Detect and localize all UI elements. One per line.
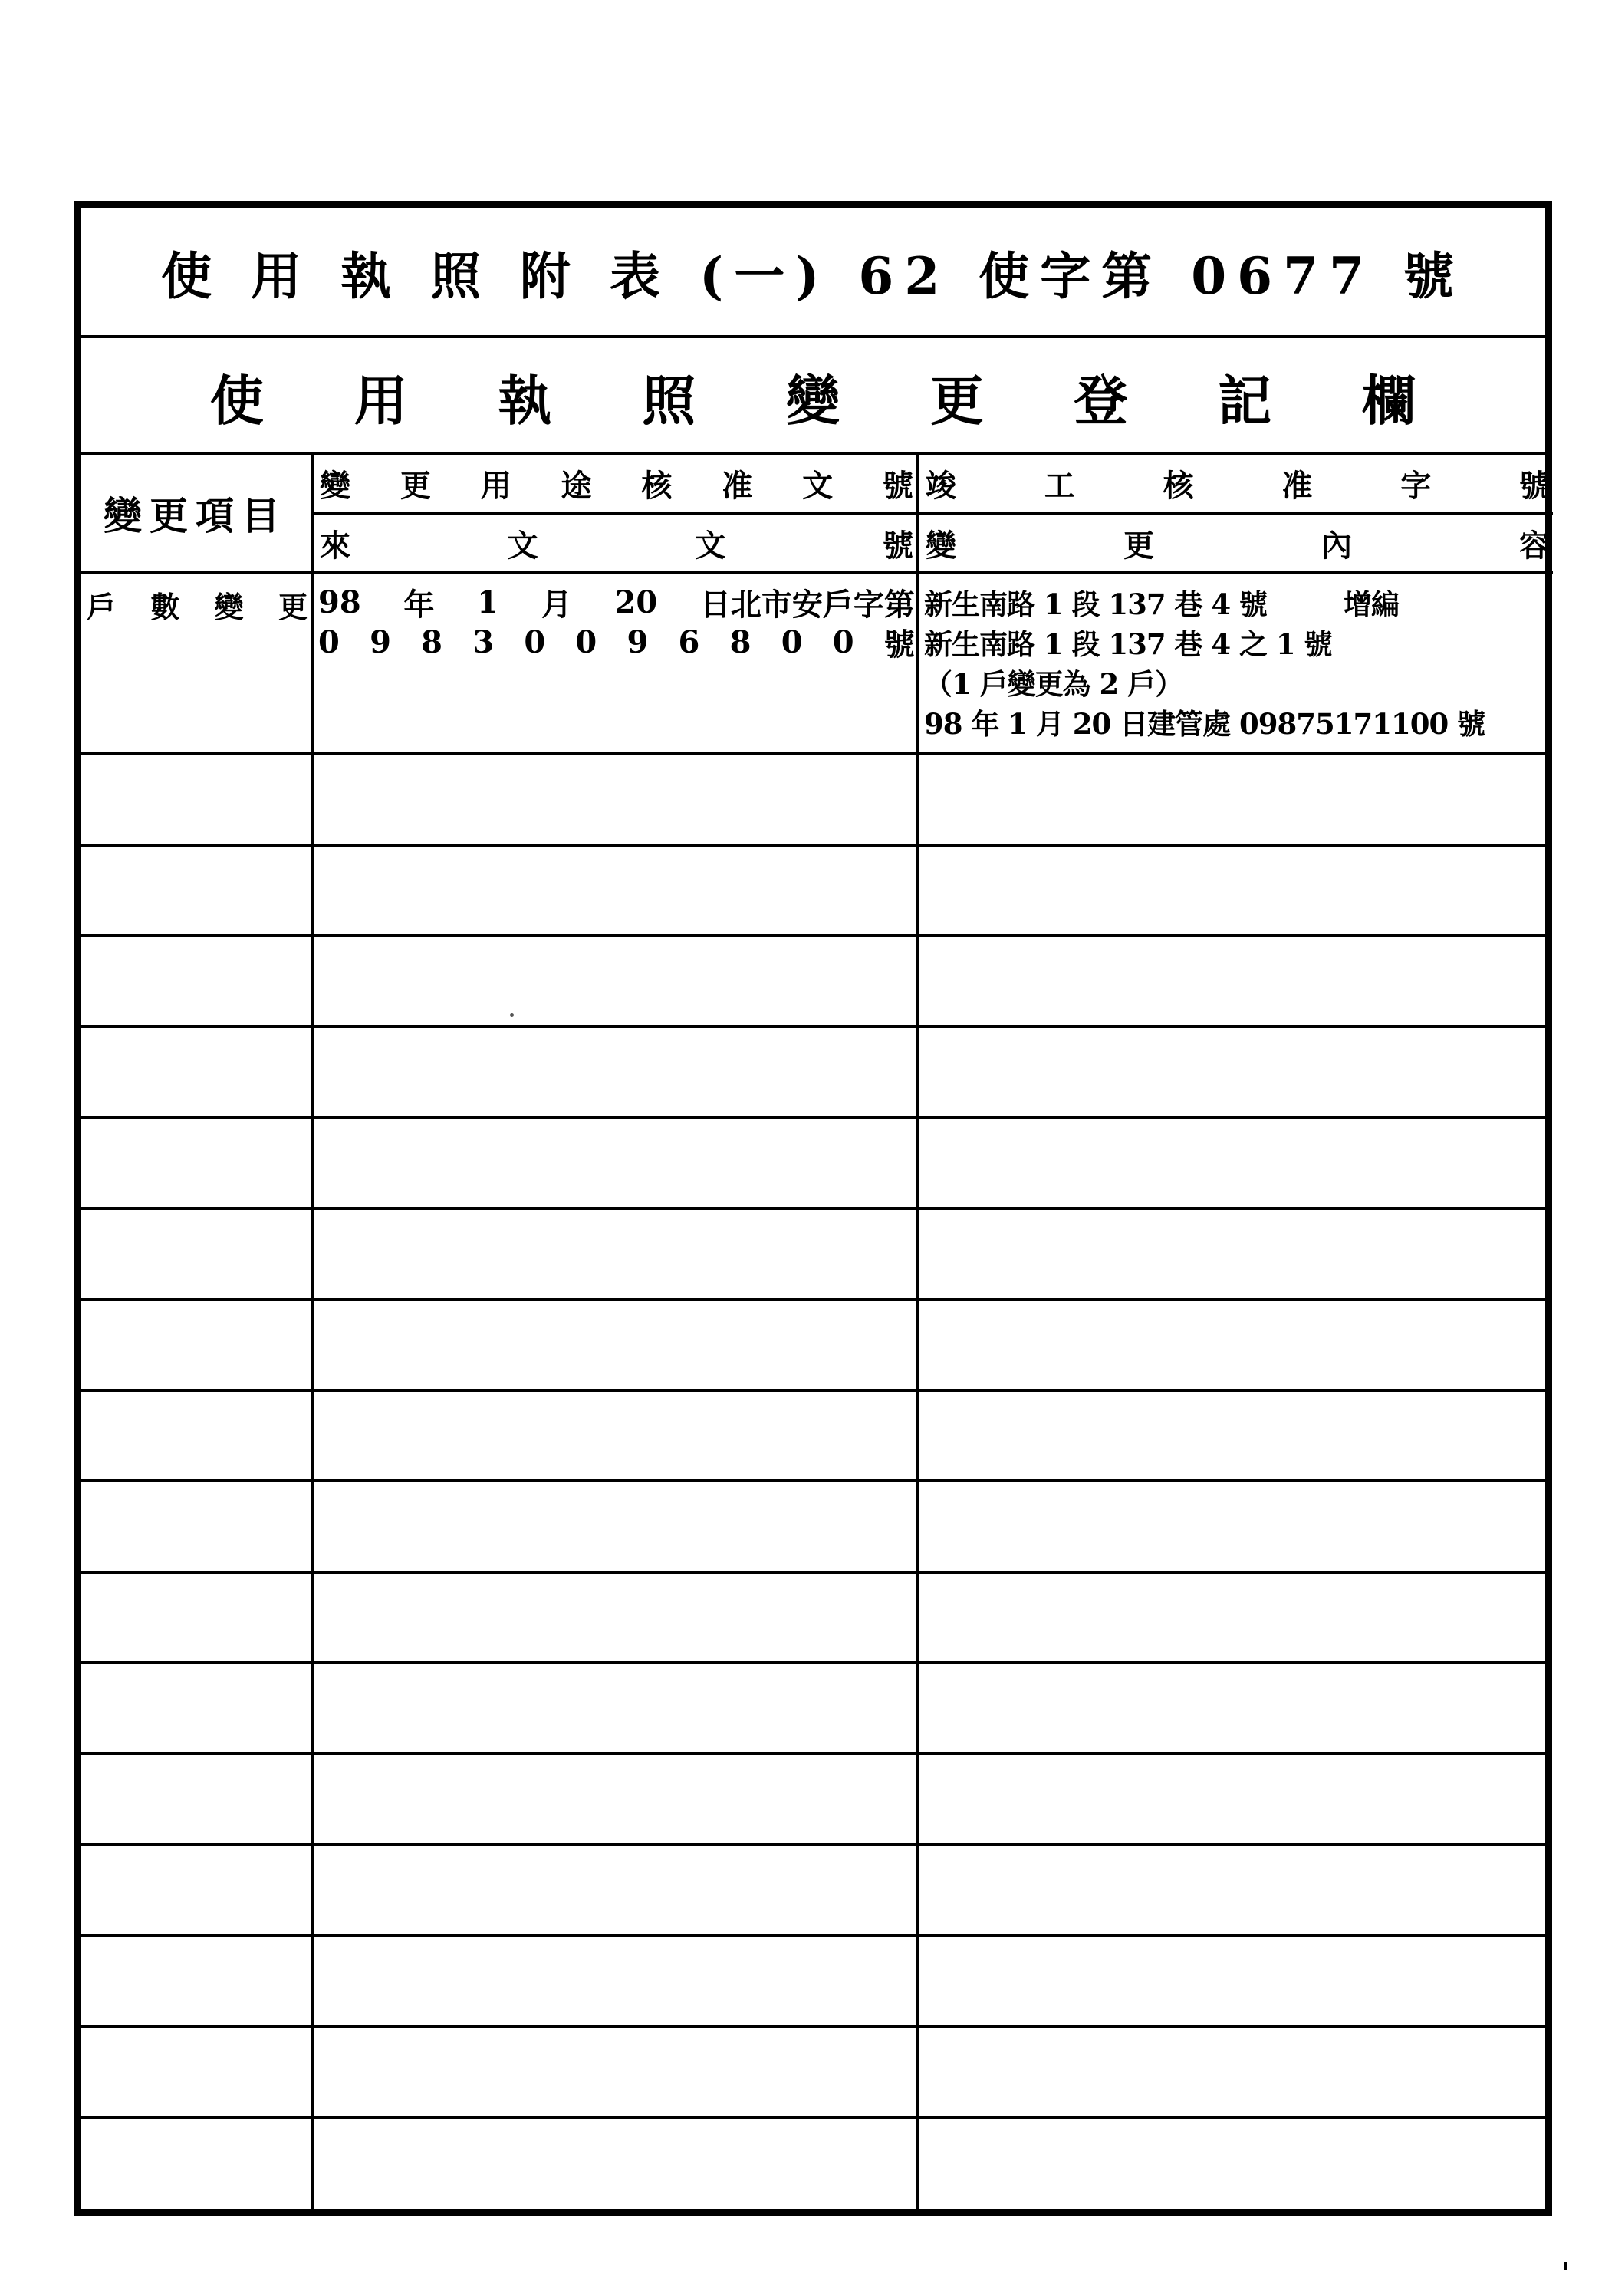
entry-doc-number [318, 582, 915, 662]
doc-part: 20 [614, 584, 658, 620]
item-char: 數 [150, 590, 180, 624]
subtitle-char: 登 [1074, 368, 1128, 433]
header-approval-number [314, 455, 916, 515]
doc-line-1 [318, 582, 915, 622]
doc-part: 98 [318, 584, 361, 620]
table-row [81, 574, 1545, 755]
speck [510, 1013, 514, 1017]
header-completion-number [919, 455, 1553, 515]
subtitle-char: 記 [1218, 368, 1272, 433]
speck [1564, 2262, 1567, 2270]
header-char: 內 [1321, 527, 1352, 564]
content-text: 增編 [1344, 587, 1400, 621]
header-char: 准 [722, 467, 753, 504]
doc-digit: 0 [524, 623, 546, 660]
header-char: 文 [507, 527, 538, 564]
header-char: 更 [400, 467, 431, 504]
table-row [81, 1482, 1545, 1574]
header-char: 字 [1400, 467, 1432, 504]
doc-part: 1 [477, 584, 499, 620]
subtitle-row [81, 338, 1545, 455]
subtitle-char: 更 [929, 368, 984, 433]
doc-digit: 0 [318, 623, 340, 660]
doc-part: 月 [541, 586, 572, 623]
item-char: 變 [214, 590, 244, 624]
table-row [81, 1119, 1545, 1210]
item-char: 戶 [87, 590, 117, 624]
content-line-1 [924, 582, 1550, 622]
doc-digit: 號 [883, 626, 915, 663]
header-char: 號 [882, 527, 913, 564]
form-title: 使 用 執 照 附 表 (一) 62 使字第 0677 號 [161, 245, 1465, 306]
subtitle-char: 使 [209, 368, 264, 433]
header-char: 變 [320, 467, 350, 504]
table-row [81, 1846, 1545, 1937]
doc-digit: 8 [421, 623, 442, 660]
table-row [81, 1574, 1545, 1665]
table-row [81, 2028, 1545, 2119]
header-char: 核 [1163, 467, 1194, 504]
subtitle-char: 執 [498, 368, 552, 433]
item-char: 更 [278, 590, 308, 624]
entry-item [87, 584, 308, 626]
doc-digit: 0 [781, 623, 803, 660]
header-char: 來 [320, 527, 350, 564]
header-incoming-doc-number [314, 515, 916, 574]
header-char: 用 [480, 467, 511, 504]
content-text: 新生南路 1 段 137 巷 4 號 [924, 587, 1268, 621]
doc-line-2 [318, 622, 915, 662]
doc-digit: 0 [575, 623, 597, 660]
doc-digit: 9 [370, 623, 391, 660]
header-char: 工 [1044, 467, 1075, 504]
table-row [81, 1755, 1545, 1847]
table-row [81, 755, 1545, 847]
doc-digit: 8 [729, 623, 752, 660]
header-char: 文 [802, 467, 834, 504]
doc-part: 日北市安戶字第 [699, 586, 915, 623]
table-row [81, 1664, 1545, 1755]
header-char: 准 [1281, 467, 1313, 504]
header-char: 竣 [926, 467, 956, 504]
table-row [81, 937, 1545, 1028]
header-char: 途 [561, 467, 592, 504]
content-line-3: （1 戶變更為 2 戶） [924, 667, 1183, 701]
header-char: 變 [926, 527, 956, 564]
table-row [81, 1028, 1545, 1120]
form-subtitle [81, 344, 1545, 449]
subtitle-char: 照 [642, 368, 696, 433]
header-change-item: 變更項目 [81, 455, 311, 574]
license-form [74, 201, 1552, 2216]
header-char: 容 [1519, 527, 1550, 564]
table-row [81, 847, 1545, 938]
header-char: 核 [641, 467, 673, 504]
doc-digit: 0 [832, 623, 854, 660]
doc-part: 年 [403, 586, 435, 623]
subtitle-char: 變 [785, 368, 840, 433]
doc-digit: 3 [472, 623, 495, 660]
header-char: 更 [1123, 527, 1154, 564]
header-change-content [919, 515, 1553, 574]
content-line-2: 新生南路 1 段 137 巷 4 之 1 號 [924, 627, 1332, 661]
table-row [81, 1937, 1545, 2028]
header-char: 號 [1518, 467, 1550, 504]
table-row [81, 1210, 1545, 1301]
subtitle-char: 欄 [1362, 368, 1416, 433]
table-row [81, 2119, 1545, 2210]
doc-digit: 9 [627, 623, 649, 660]
table-row [81, 1392, 1545, 1483]
doc-digit: 6 [678, 623, 700, 660]
header-char: 號 [882, 467, 913, 504]
title-row [81, 208, 1545, 338]
entry-change-content [924, 582, 1550, 742]
header-char: 文 [695, 527, 726, 564]
subtitle-char: 用 [354, 368, 408, 433]
content-line-4: 98 年 1 月 20 日建管處 09875171100 號 [924, 707, 1485, 741]
table-row [81, 1301, 1545, 1392]
